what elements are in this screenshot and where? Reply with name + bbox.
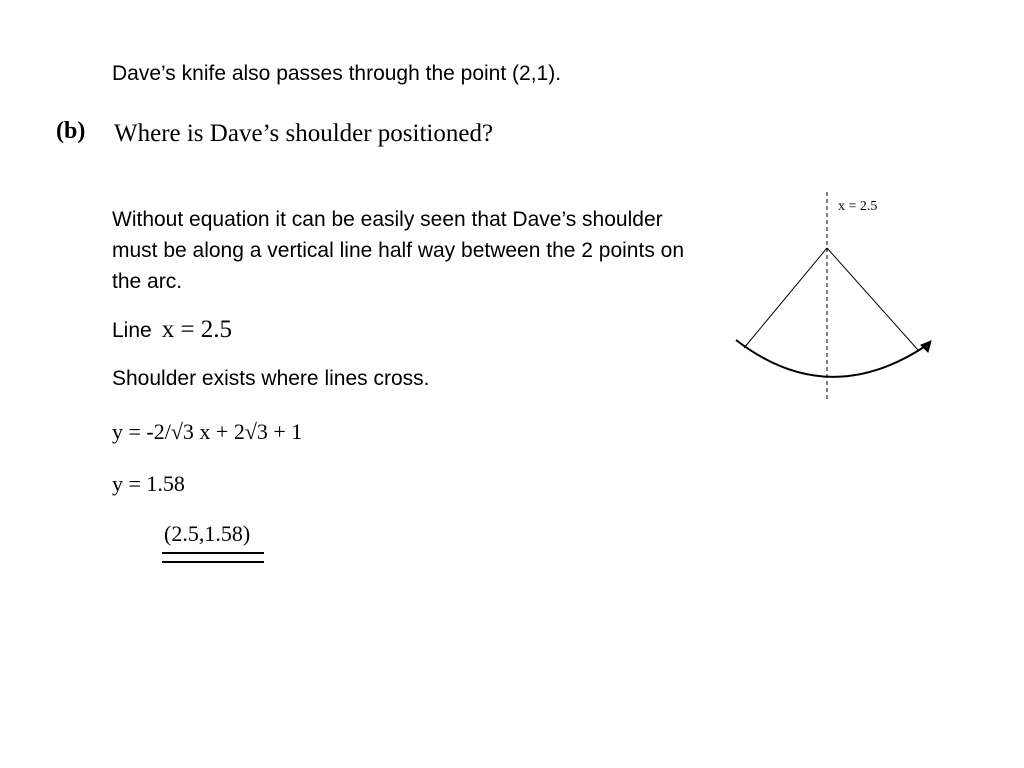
answer-text: (2.5,1.58) [164,521,251,546]
right-radius-line [827,248,918,350]
line-row [112,316,232,344]
question-text: Where is Dave’s shoulder positioned? [114,120,494,147]
shoulder-text: Shoulder exists where lines cross. [112,367,430,390]
y-value-text: y = 1.58 [112,471,185,496]
arc-arrowhead [921,341,931,352]
answer-double-underline [162,552,264,563]
line-equation: x = 2.5 [161,316,233,343]
intro-text: Dave’s knife also passes through the point (2,1). [112,62,562,85]
explanation-text: Without equation it can be easily seen that Dave’s shoulder must be along a vertical line half way between the 2 points on the arc. [112,208,685,293]
diagram-label: x = 2.5 [838,199,878,214]
part-label: (b) [56,118,86,144]
equation-text: y = -2/√3 x + 2√3 + 1 [112,419,303,444]
pivot-arc-diagram [720,180,980,420]
swing-arc [736,340,924,377]
left-radius-line [744,248,827,348]
line-label: Line [112,319,152,342]
